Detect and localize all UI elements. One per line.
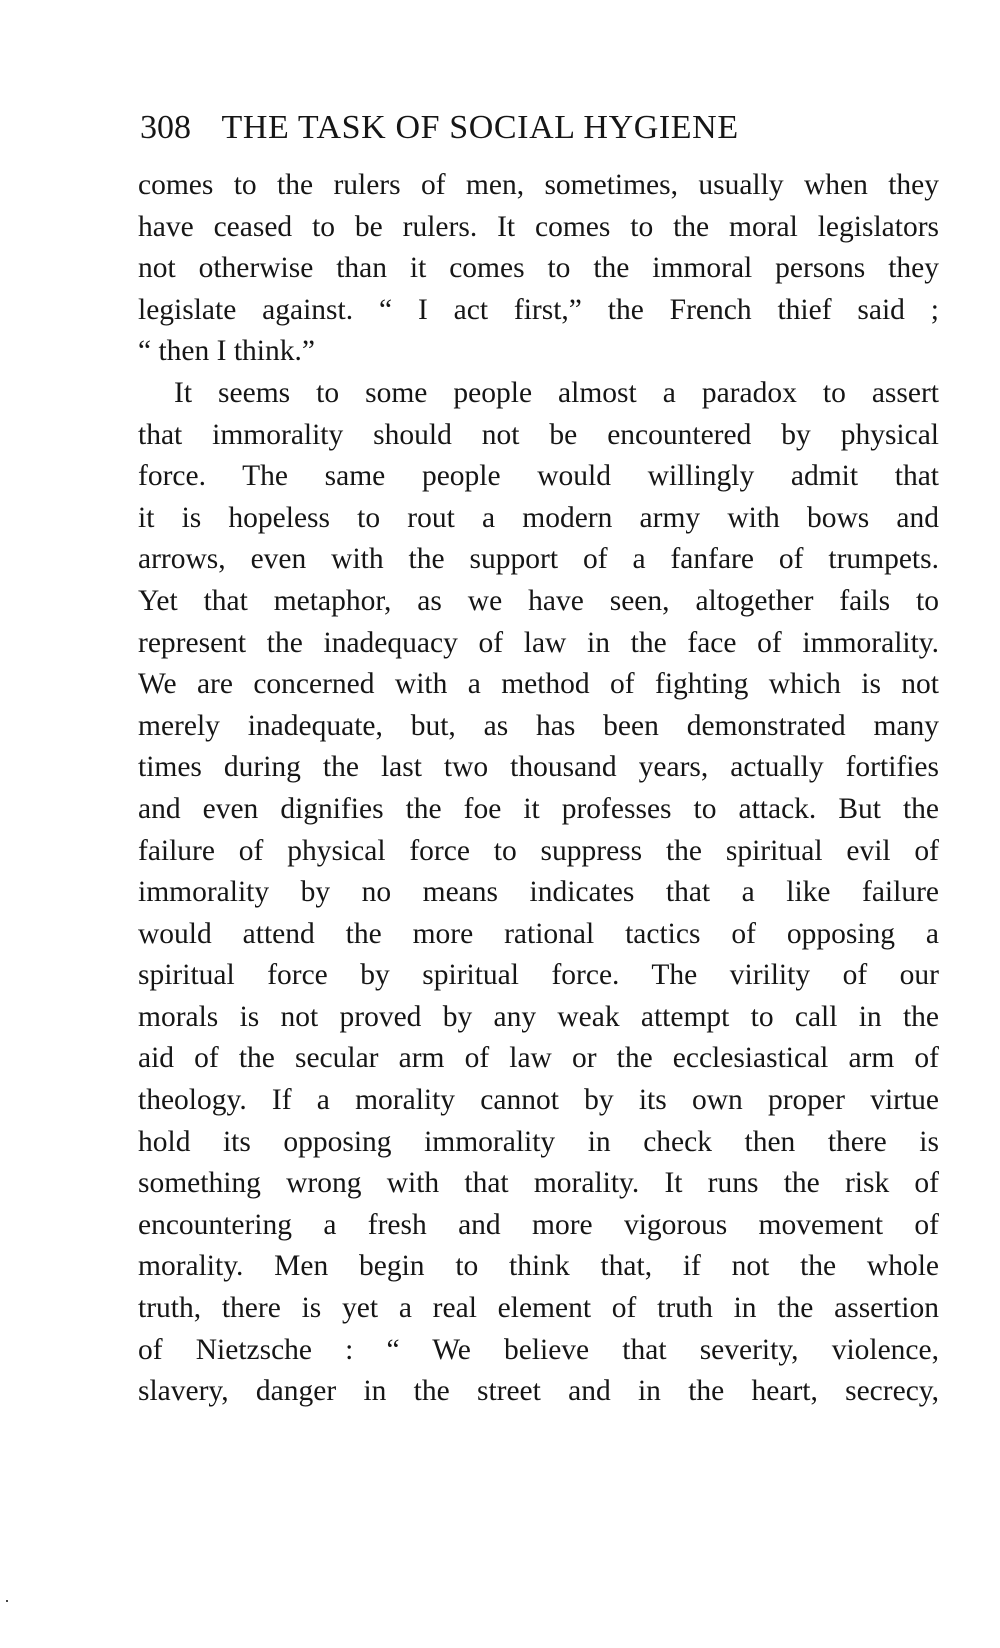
text-line: truth, there is yet a real element of truth in the assertion [138, 1292, 939, 1325]
body-text [138, 165, 939, 1413]
text-line: comes to the rulers of men, sometimes, usually when they [138, 169, 939, 201]
text-line: aid of the secular arm of law or the ecclesiastical arm of [138, 1042, 939, 1075]
paragraph-start-line: It seems to some people almost a paradox to assert [174, 376, 939, 409]
text-line: something wrong with that morality. It runs the risk of [138, 1167, 939, 1200]
text-line: have ceased to be rulers. It comes to the moral legislators [138, 210, 939, 243]
text-line: not otherwise than it comes to the immoral persons they [138, 252, 939, 285]
scan-speck [6, 1600, 8, 1602]
text-line: force. The same people would willingly admit that [138, 460, 939, 493]
text-line: failure of physical force to suppress the spiritual evil of [138, 834, 939, 867]
text-line: and even dignifies the foe it professes to attack. But the [138, 792, 939, 825]
text-line: We are concerned with a method of fighting which is not [138, 668, 939, 701]
text-line: morality. Men begin to think that, if not the whole [138, 1250, 939, 1283]
running-head [140, 104, 930, 152]
text-line: slavery, danger in the street and in the heart, secrecy, [138, 1375, 939, 1408]
text-line: of Nietzsche : “ We believe that severity, violence, [138, 1333, 939, 1366]
text-line: Yet that metaphor, as we have seen, altogether fails to [138, 584, 939, 617]
paragraph-end-line: “ then I think.” [138, 335, 315, 368]
text-line: arrows, even with the support of a fanfare of trumpets. [138, 543, 939, 576]
text-line: immorality by no means indicates that a like failure [138, 876, 939, 909]
text-line: times during the last two thousand years, actually fortifies [138, 751, 939, 784]
text-line: that immorality should not be encountered by physical [138, 418, 939, 451]
text-line: theology. If a morality cannot by its own proper virtue [138, 1084, 939, 1117]
text-line: spiritual force by spiritual force. The virility of our [138, 959, 939, 992]
text-line: hold its opposing immorality in check then there is [138, 1125, 939, 1158]
text-line: would attend the more rational tactics of opposing a [138, 917, 939, 950]
text-line: encountering a fresh and more vigorous movement of [138, 1208, 939, 1241]
text-line: merely inadequate, but, as has been demonstrated many [138, 709, 939, 742]
text-line: morals is not proved by any weak attempt to call in the [138, 1000, 939, 1033]
text-line: legislate against. “ I act first,” the French thief said ; [138, 293, 939, 326]
text-line: it is hopeless to rout a modern army with bows and [138, 501, 939, 534]
text-line: represent the inadequacy of law in the face of immorality. [138, 626, 939, 659]
running-title: THE TASK OF SOCIAL HYGIENE [221, 109, 739, 146]
page-number: 308 [140, 109, 191, 146]
